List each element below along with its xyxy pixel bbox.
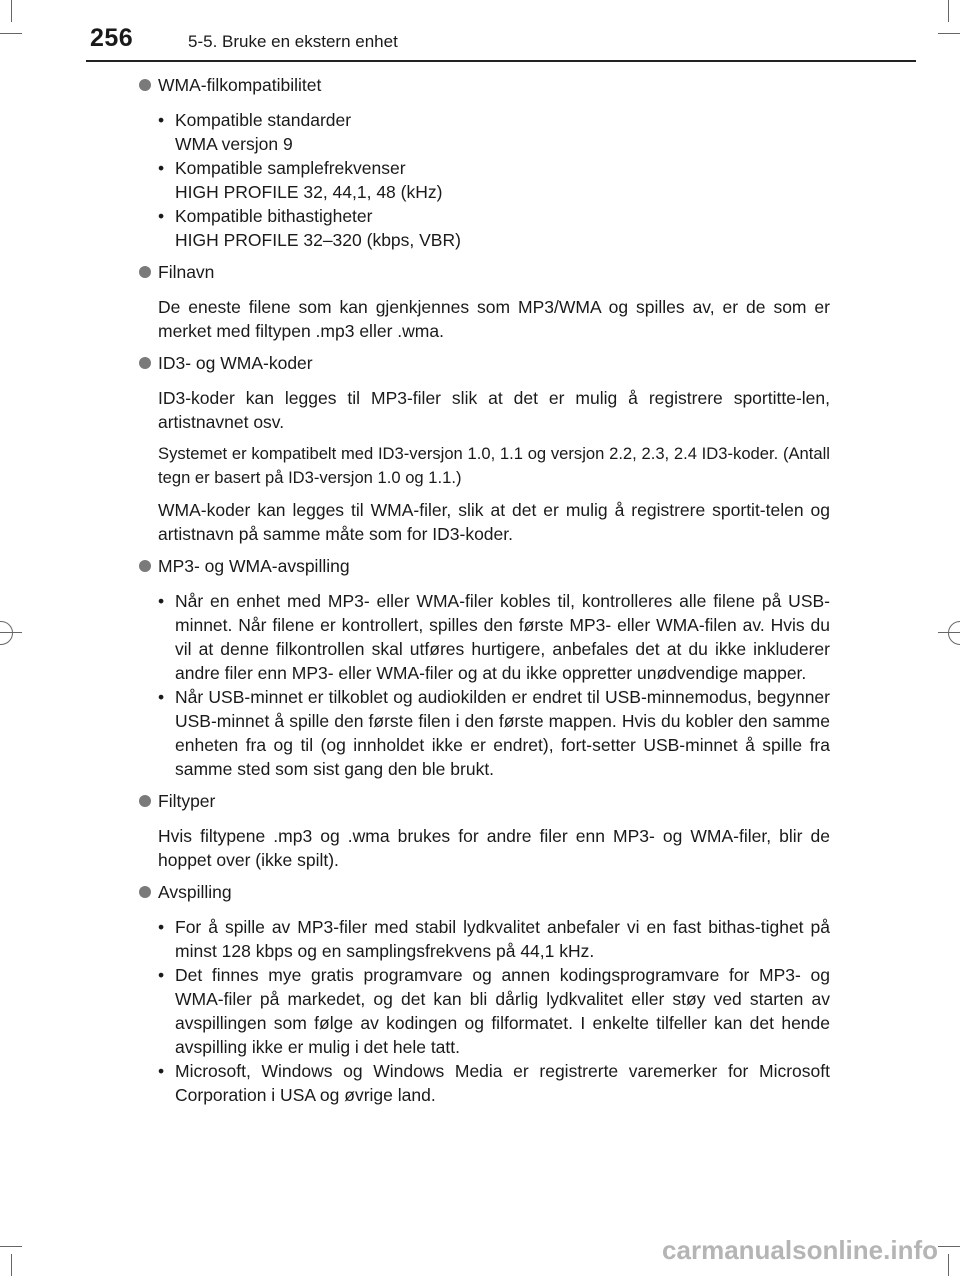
- list-item: [158, 589, 830, 685]
- topic-heading-filnavn: [139, 260, 830, 284]
- section-title: 5-5. Bruke en ekstern enhet: [188, 32, 398, 51]
- list-item: [158, 915, 830, 963]
- paragraph: Systemet er kompatibelt med ID3-versjon 1.0, 1.1 og versjon 2.2, 2.3, 2.4 ID3-koder. (Antall tegn er basert på ID3-versjon 1.0 og 1.1.): [158, 444, 830, 487]
- paragraph: WMA-koder kan legges til WMA-filer, slik at det er mulig å registrere sportit-telen og artistnavn på samme måte som for ID3-koder.: [158, 500, 830, 544]
- circle-bullet-icon: [139, 79, 151, 91]
- list-item-text: Kompatible samplefrekvenser: [175, 158, 406, 178]
- bullet-dot-icon: •: [158, 917, 165, 937]
- crop-mark: [11, 1254, 12, 1276]
- bullet-dot-icon: •: [158, 591, 165, 611]
- playback-list: [158, 915, 830, 1107]
- circle-bullet-icon: [139, 795, 151, 807]
- bullet-dot-icon: •: [158, 687, 165, 707]
- list-item-text: Kompatible bithastigheter: [175, 206, 373, 226]
- crop-mark: [11, 0, 12, 22]
- list-item: [158, 204, 830, 252]
- crop-mark: [948, 0, 949, 22]
- topic-heading-text: Filtyper: [158, 791, 216, 811]
- topic-heading-filtyper: [139, 789, 830, 813]
- circle-bullet-icon: [139, 357, 151, 369]
- watermark: carmanualsonline.info: [662, 1235, 938, 1265]
- crop-mark: [938, 1246, 960, 1247]
- bullet-dot-icon: •: [158, 1061, 165, 1081]
- header-divider: [86, 60, 916, 62]
- paragraph: ID3-koder kan legges til MP3-filer slik at det er mulig å registrere sportitte-len, artistnavnet osv.: [158, 388, 830, 432]
- topic-heading-text: Filnavn: [158, 262, 215, 282]
- list-item: [158, 1059, 830, 1107]
- bullet-dot-icon: •: [158, 110, 165, 130]
- bullet-dot-icon: •: [158, 206, 165, 226]
- paragraph: De eneste filene som kan gjenkjennes som MP3/WMA og spilles av, er de som er merket med filtypen .mp3 eller .wma.: [158, 297, 830, 341]
- list-item-text: For å spille av MP3-filer med stabil lydkvalitet anbefaler vi en fast bithas-tighet på minst 128 kbps og en samplingsfrekvens på 44,1 kHz.: [175, 917, 830, 961]
- topic-heading-id3: [139, 351, 830, 375]
- crop-mark: [938, 33, 960, 34]
- page-content: [139, 73, 830, 1115]
- list-item: [158, 685, 830, 781]
- list-item: [158, 963, 830, 1059]
- topic-heading-text: Avspilling: [158, 882, 232, 902]
- list-item-detail: HIGH PROFILE 32–320 (kbps, VBR): [175, 230, 461, 250]
- circle-bullet-icon: [139, 886, 151, 898]
- crop-mark: [0, 632, 22, 633]
- list-item-text: Når en enhet med MP3- eller WMA-filer kobles til, kontrolleres alle filene på USB-minnet. Når filene er kontrollert, spilles den første MP3- eller WMA-filen av. Hvis du vil at denne filkontrollen skal utføres hurtigere, anbefales det at du ikke inkluderer andre filer enn MP3- eller WMA-filer og at du ikke oppretter unødvendige mapper.: [175, 591, 830, 683]
- topic-heading-wma: [139, 73, 830, 97]
- paragraph: Hvis filtypene .mp3 og .wma brukes for andre filer enn MP3- og WMA-filer, blir de hoppet over (ikke spilt).: [158, 826, 830, 870]
- crop-mark: [0, 33, 22, 34]
- registration-mark: [0, 621, 13, 645]
- topic-heading-avspilling: [139, 880, 830, 904]
- page-header: [86, 24, 886, 56]
- mp3-playback-list: [158, 589, 830, 781]
- registration-mark: [948, 621, 960, 645]
- circle-bullet-icon: [139, 560, 151, 572]
- wma-compat-list: [158, 108, 830, 252]
- topic-heading-mp3-playback: [139, 554, 830, 578]
- list-item: [158, 156, 830, 204]
- topic-heading-text: MP3- og WMA-avspilling: [158, 556, 350, 576]
- list-item-text: Når USB-minnet er tilkoblet og audiokilden er endret til USB-minnemodus, begynner USB-minnet å spille den første filen i den første mappen. Hvis du kobler den samme enheten fra og til (og innholdet ikke er endret), fort-setter USB-minnet å spille fra samme sted som sist gang den ble brukt.: [175, 687, 830, 779]
- topic-heading-text: ID3- og WMA-koder: [158, 353, 313, 373]
- crop-mark: [938, 632, 960, 633]
- topic-heading-text: WMA-filkompatibilitet: [158, 75, 322, 95]
- bullet-dot-icon: •: [158, 158, 165, 178]
- bullet-dot-icon: •: [158, 965, 165, 985]
- circle-bullet-icon: [139, 266, 151, 278]
- list-item: [158, 108, 830, 156]
- list-item-text: Det finnes mye gratis programvare og annen kodingsprogramvare for MP3- og WMA-filer på markedet, og det kan bli dårlig lydkvalitet eller støy ved starten av avspillingen som følge av kodingen og filformatet. I enkelte tilfeller kan det hende avspilling ikke er mulig i det hele tatt.: [175, 965, 830, 1057]
- page-number: 256: [90, 24, 134, 52]
- crop-mark: [0, 1246, 22, 1247]
- list-item-detail: WMA versjon 9: [175, 134, 293, 154]
- list-item-text: Kompatible standarder: [175, 110, 352, 130]
- list-item-text: Microsoft, Windows og Windows Media er registrerte varemerker for Microsoft Corporation i USA og øvrige land.: [175, 1061, 830, 1105]
- list-item-detail: HIGH PROFILE 32, 44,1, 48 (kHz): [175, 182, 443, 202]
- crop-mark: [948, 1254, 949, 1276]
